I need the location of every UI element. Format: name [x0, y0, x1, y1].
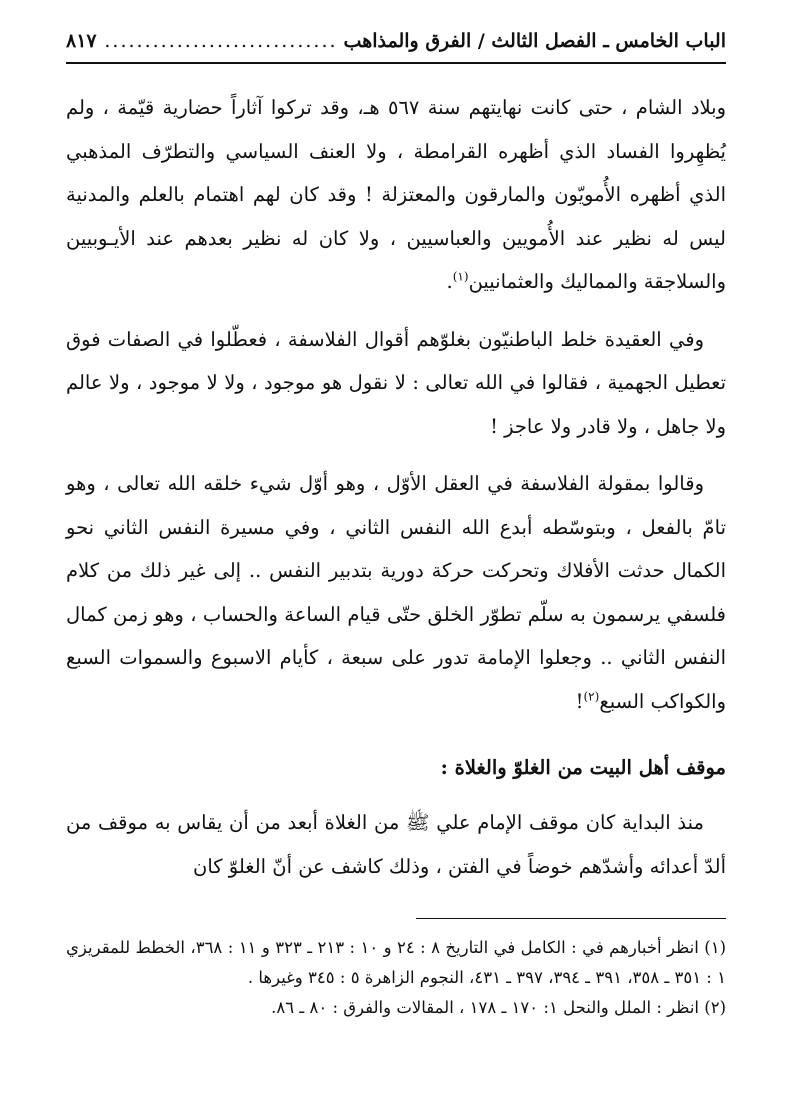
footnote-ref-2: (٢) [583, 689, 600, 703]
paragraph-3 [66, 462, 726, 723]
paragraph-2-text: وفي العقيدة خلط الباطنيّون بغلوّهم أقوال الفلاسفة ، فعطّلوا في الصفات فوق تعطيل الجهمية ، فقالوا في الله تعالى : لا نقول هو موجود ، ولا لا موجود ، ولا عالم ولا جاهل ، ولا قادر ولا عاجز ! [66, 327, 726, 438]
footnotes [66, 933, 726, 1023]
book-page [66, 30, 726, 1023]
paragraph-3-tail: ! [575, 689, 584, 713]
paragraph-4-text: منذ البداية كان موقف الإمام علي ﷺ من الغلاة أبعد من أن يقاس به موقف من ألدّ أعدائه وأشدّهم خوضاً في الفتن ، وذلك كاشف عن أنّ الغلوّ كان [66, 811, 726, 878]
header-dot-leader [103, 30, 338, 52]
paragraph-1-text: وبلاد الشام ، حتى كانت نهايتهم سنة ٥٦٧ هـ، وقد تركوا آثاراً حضارية قيّمة ، ولم يُظهِروا الفساد الذي أظهره القرامطة ، ولا العنف السياسي والتطرّف المذهبي الذي أظهره الأُمويّون والمارقون والمعتزلة ! وقد كان لهم اهتمام بالعلم والمدنية ليس له نظير عند الأُمويين والعباسيين ، ولا كان له نظير بعدهم عند الأيـوبيين والسلاجقة والمماليك والعثمانيين [66, 96, 727, 293]
header-title: الباب الخامس ـ الفصل الثالث / الفرق والمذاهب [343, 30, 726, 52]
paragraph-4 [66, 801, 726, 888]
footnote-divider [416, 918, 726, 919]
paragraph-1 [66, 86, 726, 304]
section-heading: موقف أهل البيت من الغلوّ والغلاة : [440, 756, 726, 779]
footnote-1: (١) انظر أخبارهم في : الكامل في التاريخ ٨ : ٢٤ و ١٠ : ٢١٣ ـ ٣٢٣ و ١١ : ٣٦٨، الخطط للمقريزي ١ : ٣٥١ ـ ٣٥٨، ٣٩١ ـ ٣٩٤، ٣٩٧ ـ ٤٣١، النجوم الزاهرة ٥ : ٣٤٥ وغيرها . [66, 938, 727, 987]
body-text [66, 86, 726, 888]
paragraph-3-text: وقالوا بمقولة الفلاسفة في العقل الأوّل ، وهو أوّل شيء خلقه الله تعالى ، وهو تامّ بالفعل ، وبتوسّطه أبدع الله النفس الثاني ، وفي مسيرة النفس الثاني نحو الكمال حدثت الأفلاك وتحركت حركة دورية بتدبير النفس .. إلى غير ذلك من كلام فلسفي يرسمون به سلّم تطوّر الخلق حتّى قيام الساعة والحساب ، وهو زمن كمال النفس الثاني .. وجعلوا الإمامة تدور على سبعة ، كأيام الاسبوع والسموات السبع والكواكب السبع [66, 472, 726, 713]
paragraph-2 [66, 318, 726, 449]
paragraph-1-tail: . [446, 270, 453, 293]
page-number: ٨١٧ [66, 30, 97, 52]
footnote-2: (٢) انظر : الملل والنحل ١: ١٧٠ ـ ١٧٨ ، المقالات والفرق : ٨٠ ـ ٨٦. [271, 998, 726, 1017]
footnote-ref-1: (١) [452, 269, 469, 284]
running-header [66, 30, 726, 64]
